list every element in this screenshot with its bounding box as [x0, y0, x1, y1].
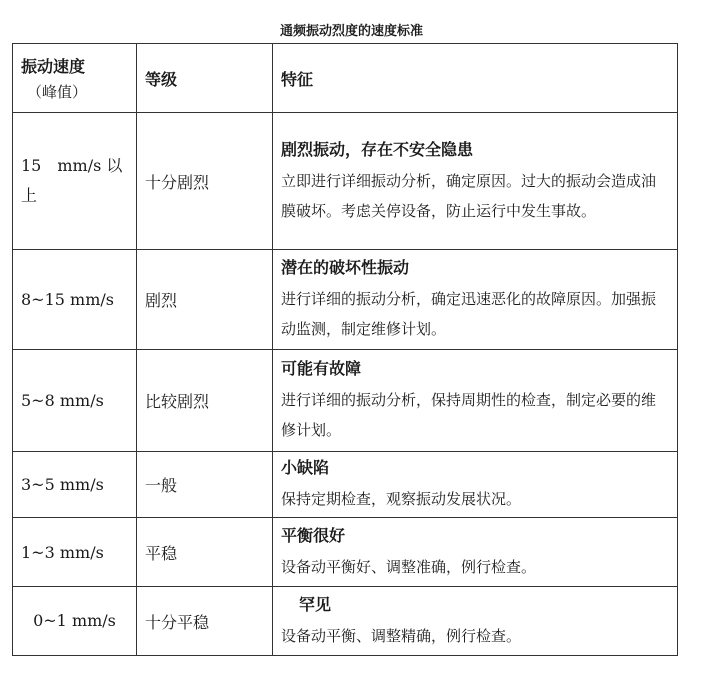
speed-cell: 0~1 mm/s — [13, 587, 137, 656]
feature-title: 罕见 — [299, 594, 332, 614]
level-cell: 十分平稳 — [137, 587, 273, 656]
feature-description: 设备动平衡好、调整准确，例行检查。 — [281, 557, 537, 576]
feature-cell — [273, 452, 678, 518]
speed-cell: 3~5 mm/s — [13, 452, 137, 518]
header-feature: 特征 — [273, 44, 678, 113]
feature-title: 潜在的破坏性振动 — [281, 258, 410, 277]
feature-title: 可能有故障 — [281, 359, 362, 378]
feature-description: 设备动平衡、调整精确，例行检查。 — [281, 626, 522, 645]
table-title: 通频振动烈度的速度标准 — [279, 24, 423, 39]
table-row — [13, 587, 678, 656]
feature-title: 剧烈振动，存在不安全隐患 — [281, 139, 474, 159]
feature-description: 立即进行详细振动分析，确定原因。过大的振动会造成油膜破坏。考虑关停设备，防止运行中发生事故。 — [281, 171, 657, 220]
table-row — [13, 518, 678, 587]
feature-cell — [273, 587, 678, 656]
speed-cell: 15 mm/s 以上 — [13, 113, 137, 250]
table-row — [13, 452, 678, 518]
level-cell: 剧烈 — [137, 250, 273, 350]
speed-cell: 1~3 mm/s — [13, 518, 137, 587]
feature-cell — [273, 518, 678, 587]
feature-title: 小缺陷 — [281, 458, 330, 477]
level-cell: 比较剧烈 — [137, 350, 273, 452]
feature-title: 平衡很好 — [281, 525, 346, 545]
speed-cell: 5~8 mm/s — [13, 350, 137, 452]
header-speed-sub: （峰值） — [27, 83, 88, 101]
feature-cell — [273, 250, 678, 350]
speed-cell: 8~15 mm/s — [13, 250, 137, 350]
level-cell: 平稳 — [137, 518, 273, 587]
feature-description: 保持定期检查，观察振动发展状况。 — [281, 490, 522, 508]
feature-cell — [273, 113, 678, 250]
table-row — [13, 250, 678, 350]
feature-cell — [273, 350, 678, 452]
feature-description: 进行详细的振动分析，确定迅速恶化的故障原因。加强振动监测，制定维修计划。 — [281, 290, 657, 338]
level-cell: 一般 — [137, 452, 273, 518]
header-speed-label: 振动速度 — [21, 57, 86, 76]
feature-description: 进行详细的振动分析，保持周期性的检查，制定必要的维修计划。 — [281, 391, 657, 439]
header-speed — [13, 44, 137, 113]
table-row — [13, 350, 678, 452]
vibration-standard-table — [12, 43, 678, 656]
level-cell: 十分剧烈 — [137, 113, 273, 250]
table-row — [13, 113, 678, 250]
header-level: 等级 — [137, 44, 273, 113]
header-row — [13, 44, 678, 113]
